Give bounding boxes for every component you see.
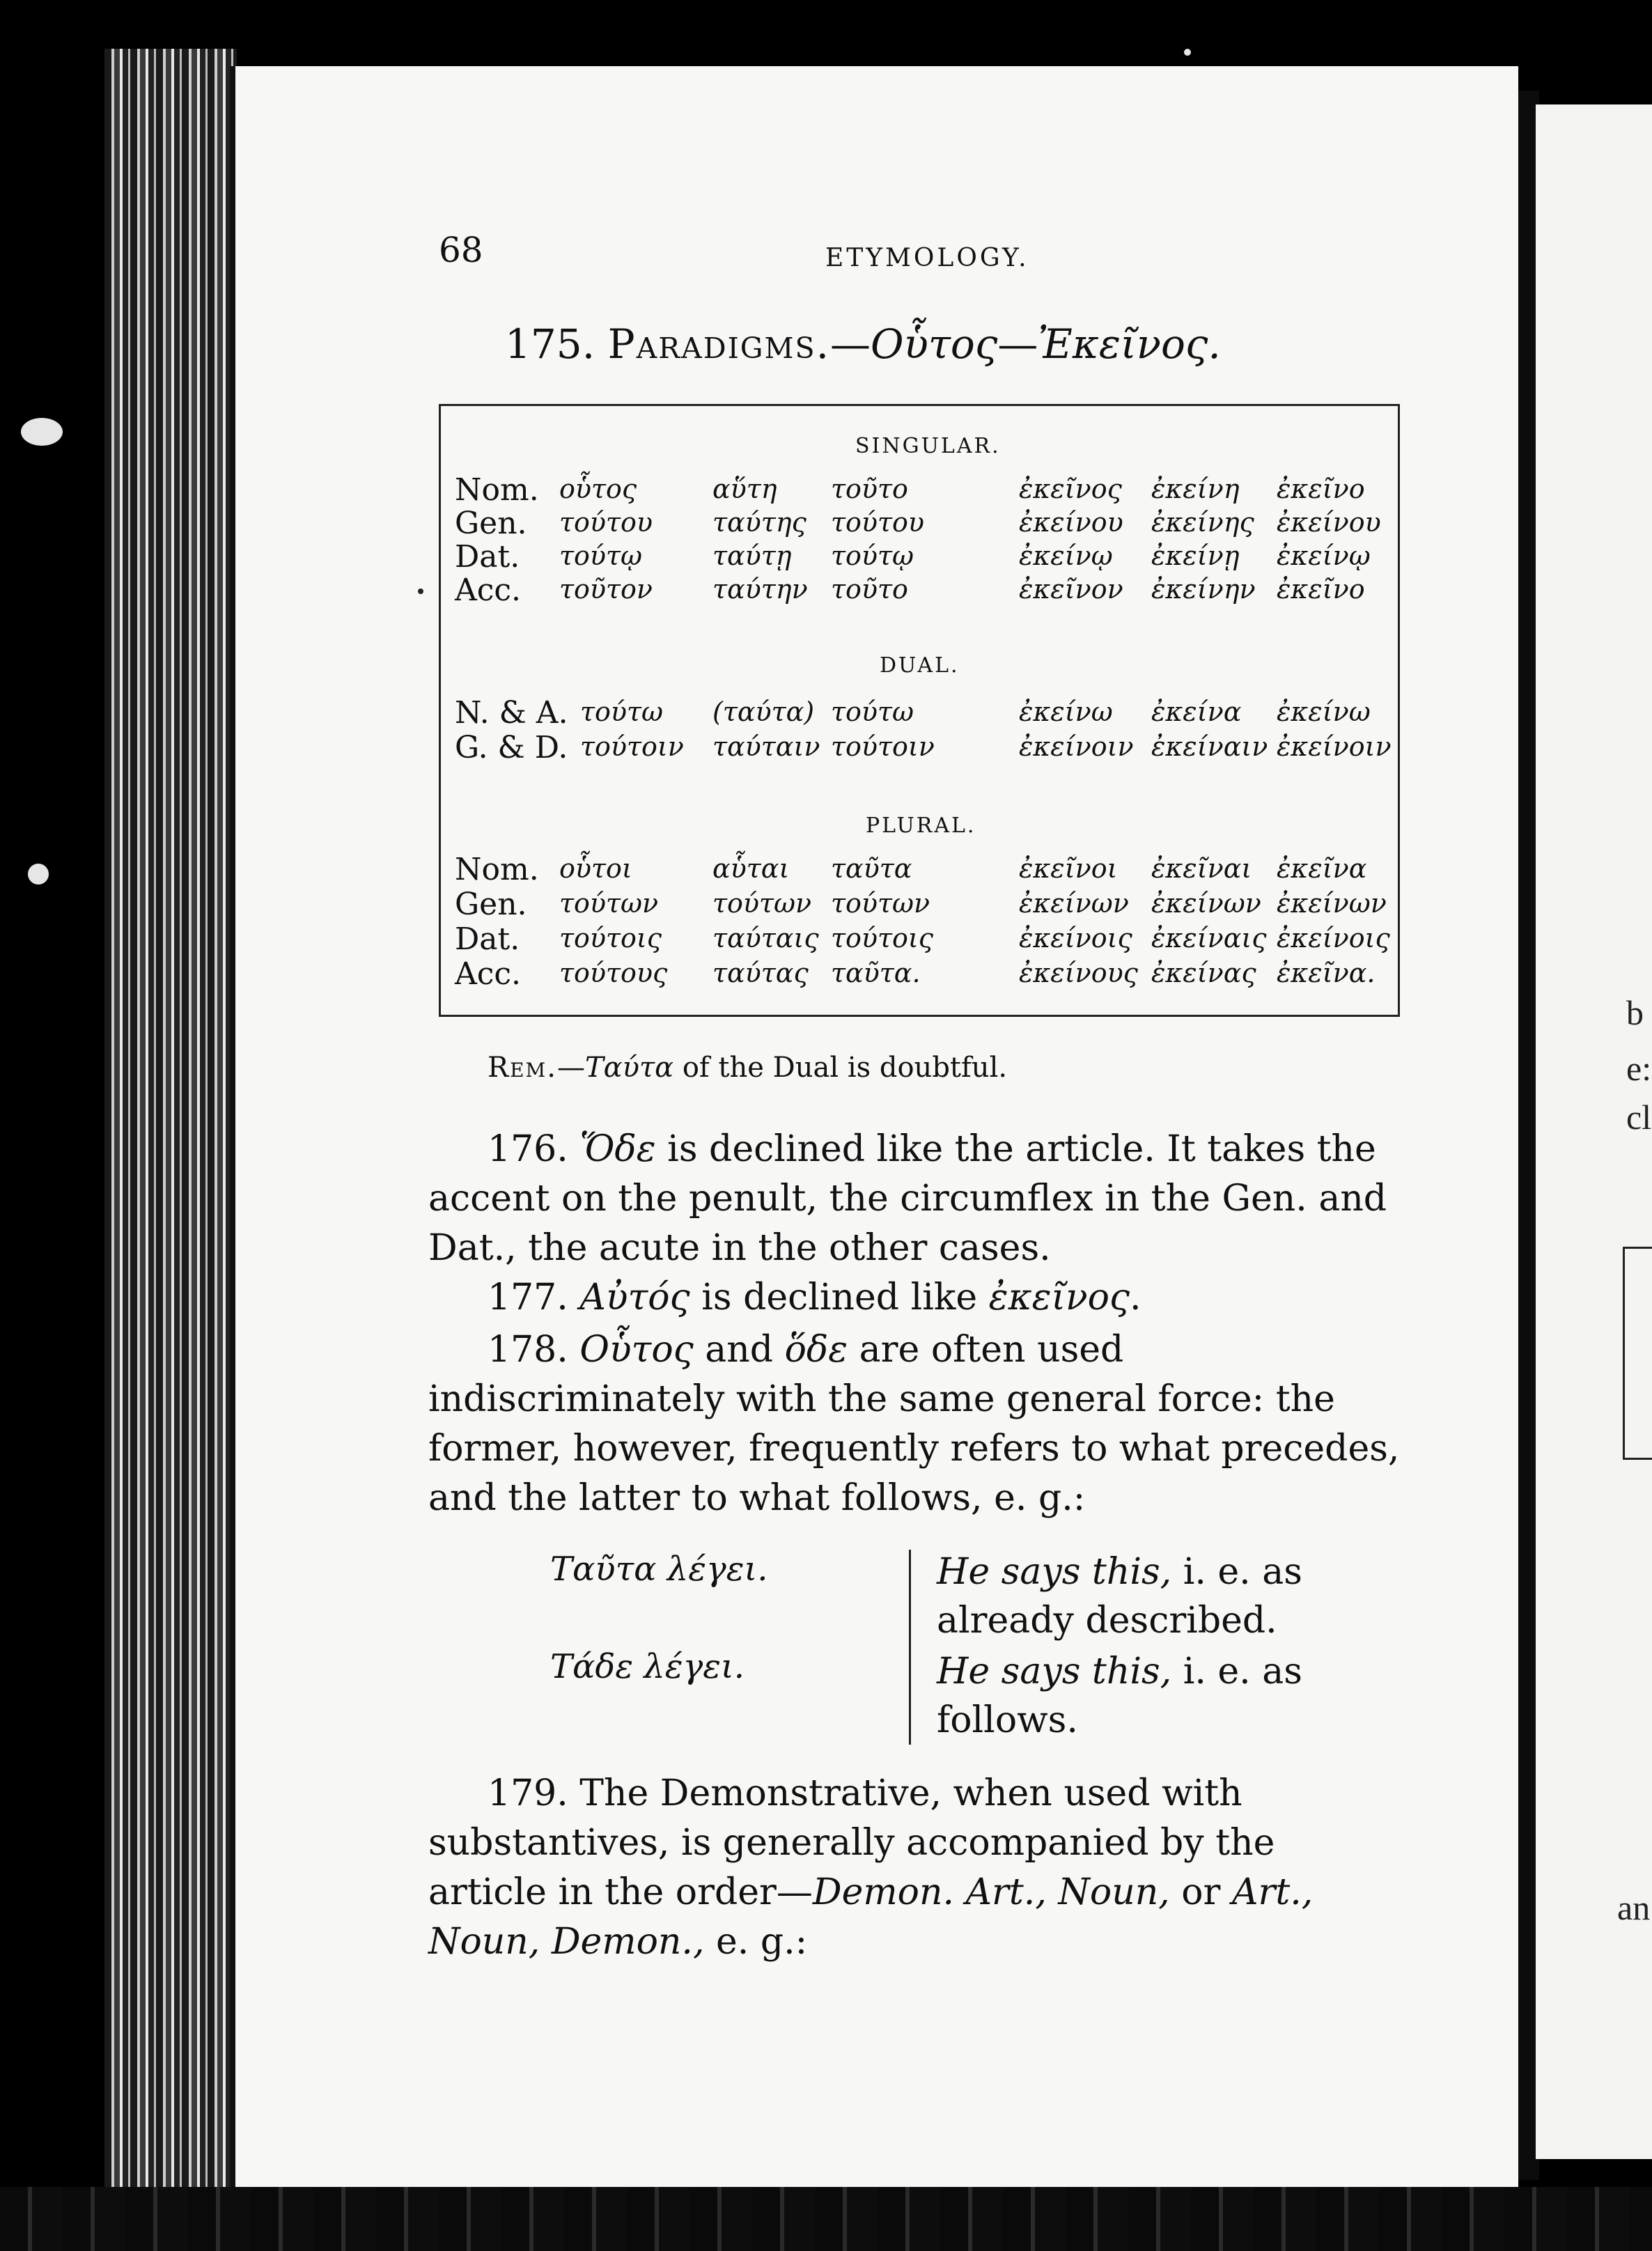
greek-form: ἐκείνη (1151, 474, 1240, 504)
remark (488, 1052, 1007, 1084)
scan-speck (21, 418, 63, 446)
paragraph-text: or (1169, 1871, 1232, 1913)
case-label: Gen. (455, 887, 527, 922)
adjacent-text-fragment: cl (1626, 1098, 1652, 1137)
greek-form: ἐκείνην (1151, 574, 1256, 605)
greek-form: ἐκείνω (1277, 696, 1371, 727)
scan-speck (1184, 49, 1191, 56)
section-number: 178. (488, 1329, 568, 1371)
greek-form: ἐκείνοιν (1019, 731, 1134, 762)
greek-form: ἐκεῖνος (1019, 474, 1122, 504)
dash: — (830, 320, 871, 368)
greek-form: ταύτῃ (712, 540, 792, 571)
greek-word: ἐκεῖνος (988, 1277, 1130, 1318)
section-177 (428, 1273, 1403, 1323)
section-175-heading (505, 320, 1221, 368)
section-178 (428, 1325, 1403, 1523)
paragraph-text: is declined like (689, 1277, 989, 1318)
greek-word: Αὐτός (579, 1277, 690, 1318)
greek-form: ἐκείναιν (1151, 731, 1268, 762)
greek-word: ὅδε (784, 1329, 848, 1371)
greek-form: τούτου (559, 507, 653, 538)
greek-form: ἐκείνοις (1019, 923, 1132, 953)
case-label: G. & D. (455, 730, 568, 765)
adjacent-text-fragment: an (1617, 1888, 1651, 1927)
greek-form: τούτω (580, 696, 664, 727)
greek-form: ἐκείνῃ (1151, 540, 1240, 571)
gloss-text: i. e. as already described. (937, 1551, 1302, 1642)
greek-form: τούτων (831, 888, 930, 919)
section-number: 177. (488, 1277, 568, 1318)
greek-form: ταῦτα (831, 853, 912, 884)
greek-form: τούτῳ (559, 540, 643, 571)
adjacent-text-fragment: e: (1626, 1049, 1652, 1088)
case-label: Acc. (455, 956, 522, 992)
section-176 (428, 1125, 1403, 1273)
greek-form: ἐκείνου (1019, 507, 1123, 538)
example-divider (909, 1550, 911, 1745)
greek-form: ἐκεῖναι (1151, 853, 1252, 884)
gloss-italic: He says this, (937, 1551, 1172, 1593)
greek-word: Οὗτος (871, 320, 998, 368)
greek-form: ταύτην (712, 574, 808, 605)
greek-form: ταῦτα. (831, 958, 921, 988)
greek-form: τούτοις (559, 923, 662, 953)
greek-form: ἐκεῖνον (1019, 574, 1123, 605)
adjacent-text-fragment: b (1626, 993, 1644, 1032)
greek-form: (ταύτα) (712, 696, 815, 727)
case-label: Dat. (455, 539, 520, 575)
greek-form: ἐκείνῳ (1019, 540, 1113, 571)
page-number: 68 (439, 230, 483, 270)
example-gloss (937, 1647, 1396, 1745)
dual-label: DUAL. (880, 653, 960, 678)
greek-form: ἐκείνων (1277, 888, 1387, 919)
greek-form: οὗτοι (559, 853, 632, 884)
greek-form: αὕτη (712, 474, 777, 504)
greek-form: ταύτας (712, 958, 809, 988)
case-label: Dat. (455, 921, 520, 957)
greek-form: ἐκείνα (1151, 696, 1242, 727)
order-formula: Demon. Art., Noun, (812, 1871, 1170, 1913)
plural-label: PLURAL. (866, 813, 976, 838)
greek-form: ἐκείνοιν (1277, 731, 1392, 762)
paragraph-text: are often used indiscriminately with the same general force: the former, however, frequently refers to what precedes, and the latter to what follows, e. g.: (428, 1329, 1400, 1519)
paragraph-text: e. g.: (704, 1921, 808, 1963)
dash: — (997, 320, 1038, 368)
greek-form: ἐκείνοις (1277, 923, 1390, 953)
greek-form: ἐκείναις (1151, 923, 1267, 953)
greek-form: αὗται (712, 853, 790, 884)
case-label: Nom. (455, 472, 539, 508)
scan-speck (28, 864, 49, 885)
greek-form: ἐκεῖνα (1277, 853, 1367, 884)
greek-word: Ὅδε (579, 1128, 656, 1170)
greek-form: τοῦτο (831, 574, 908, 605)
greek-form: ἐκεῖνοι (1019, 853, 1118, 884)
greek-form: τούτοιν (580, 731, 684, 762)
punctuation: . (1130, 1277, 1141, 1318)
greek-word: Ἐκεῖνος. (1038, 320, 1221, 368)
adjacent-page-box (1623, 1247, 1652, 1460)
gloss-text: i. e. as follows. (937, 1651, 1302, 1741)
greek-form: ταύτης (712, 507, 806, 538)
greek-form: οὗτος (559, 474, 637, 504)
gloss-italic: He says this, (937, 1651, 1172, 1692)
section-label: Paradigms. (607, 320, 831, 368)
dash: — (556, 1052, 585, 1084)
order-formula: Art., Noun, Demon., (428, 1871, 1314, 1963)
greek-form: τοῦτο (831, 474, 908, 504)
greek-form: τούτω (831, 696, 914, 727)
greek-form: ἐκείνων (1151, 888, 1261, 919)
section-179 (428, 1769, 1403, 1967)
scan-bottom-edge (0, 2187, 1652, 2251)
example-greek: Ταῦτα λέγει. (550, 1550, 768, 1589)
greek-form: ταύταις (712, 923, 819, 953)
paragraph-text: The Demonstrative, when used with substantives, is generally accompanied by the article in the order— (428, 1773, 1275, 1913)
greek-form: ἐκεῖνο (1277, 574, 1365, 605)
remark-text: of the Dual is doubtful. (673, 1052, 1008, 1084)
singular-label: SINGULAR. (855, 434, 1001, 458)
greek-form: τούτοιν (831, 731, 935, 762)
greek-form: τούτου (831, 507, 925, 538)
example-gloss (937, 1548, 1396, 1645)
greek-form: ἐκεῖνα. (1277, 958, 1376, 988)
greek-form: τούτους (559, 958, 668, 988)
example-greek: Τάδε λέγει. (550, 1647, 745, 1686)
greek-word: Οὗτος (579, 1329, 694, 1371)
greek-form: ἐκείνων (1019, 888, 1129, 919)
case-label: Gen. (455, 506, 527, 541)
greek-form: ἐκεῖνο (1277, 474, 1365, 504)
greek-form: τούτων (559, 888, 659, 919)
greek-form: τούτῳ (831, 540, 914, 571)
case-label: Nom. (455, 852, 539, 887)
greek-form: τούτων (712, 888, 812, 919)
remark-label: Rem. (488, 1052, 557, 1084)
section-number: 179. (488, 1773, 568, 1814)
case-label: Acc. (455, 573, 522, 608)
greek-form: ἐκείνῳ (1277, 540, 1371, 571)
greek-form: τοῦτον (559, 574, 653, 605)
section-number: 175. (505, 320, 595, 368)
paragraph-text: and (693, 1329, 785, 1371)
greek-form: ἐκείνου (1277, 507, 1381, 538)
paradigm-table (439, 404, 1400, 1017)
greek-form: ταύταιν (712, 731, 820, 762)
paragraph-text: is declined like the article. It takes the accent on the penult, the circumflex in the Gen. and Dat., the acute in the other cases. (428, 1128, 1387, 1269)
greek-word: Ταύτα (584, 1052, 674, 1084)
greek-form: ἐκείνας (1151, 958, 1256, 988)
greek-form: τούτοις (831, 923, 934, 953)
book-spine-edge (104, 49, 237, 2201)
greek-form: ἐκείνους (1019, 958, 1138, 988)
section-number: 176. (488, 1128, 568, 1170)
greek-form: ἐκείνω (1019, 696, 1113, 727)
margin-dot (418, 589, 423, 594)
case-label: N. & A. (455, 695, 568, 731)
greek-form: ἐκείνης (1151, 507, 1254, 538)
running-title: ETYMOLOGY. (825, 244, 1029, 272)
